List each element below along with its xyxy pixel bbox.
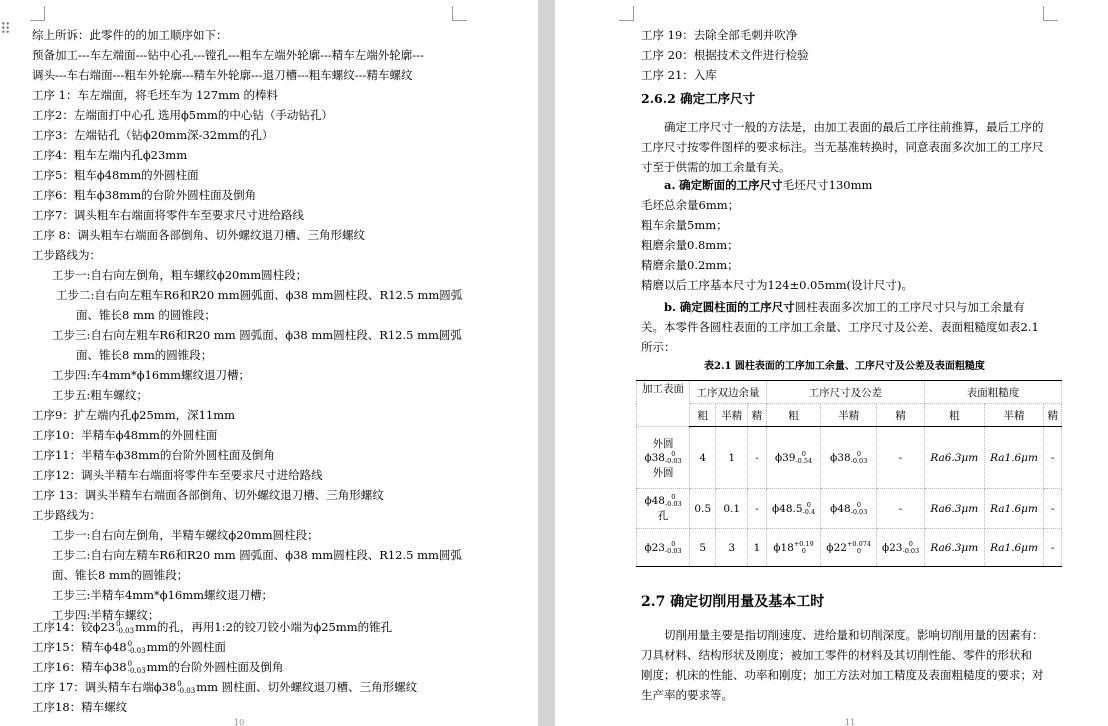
paragraph-line: 关。本零件各圆柱表面的工序加工余量、工序尺寸及公差、表面粗糙度如表2.1 [641, 320, 1039, 334]
table-row [637, 529, 1062, 567]
table-move-handle-icon[interactable]: ⠿ [0, 20, 11, 38]
item-b: b. 确定圆柱面的工序尺寸圆柱表面多次加工的工序尺寸只与加工余量有 [664, 300, 1025, 314]
text-line: 工序 1：车左端面，将毛坯车为 127mm 的棒料 [32, 88, 279, 102]
table-cell: ϕ38 0 -0.03 [821, 427, 877, 489]
table-row [637, 489, 1062, 529]
table-cell: Ra6.3μm [924, 489, 984, 529]
surface-cell: 外圆 ϕ38 0 -0.03 外圆 [637, 427, 690, 489]
process-step-17: 工序 17：调头精车右端ϕ38 0 -0.03 mm 圆柱面、切外螺纹退刀槽、三角形螺纹 [32, 680, 418, 695]
text-line: 工步四:半精车螺纹； [52, 608, 160, 622]
table-cell: - [748, 427, 767, 489]
subheader-cell: 半精 [716, 404, 748, 427]
table-subheader-row [637, 404, 1062, 427]
table-cell: 1 [716, 427, 748, 489]
surface-cell: ϕ48 0 -0.03 孔 [637, 489, 690, 529]
subheader-cell: 粗 [924, 404, 984, 427]
process-step-15: 工序15：精车ϕ48 0 -0.03 mm的外圆柱面 [32, 640, 226, 655]
text-line: 工步四:车4mm*ϕ16mm螺纹退刀槽； [52, 368, 251, 382]
text-line: 工序 8：调头粗车右端面各部倒角、切外螺纹退刀槽、三角形螺纹 [32, 228, 365, 242]
text-line: 工序4：粗车左端内孔ϕ23mm [32, 148, 188, 162]
table-cell: ϕ39 0 -0.54 [766, 427, 820, 489]
table-cell: ϕ48.5 0 -0.4 [766, 489, 820, 529]
text-line: 工序6：粗车ϕ38mm的台阶外圆柱面及倒角 [32, 188, 257, 202]
table-cell: Ra1.6μm [984, 427, 1044, 489]
table-cell: ϕ48 0 -0.03 [821, 489, 877, 529]
process-step-line: 工序 20：根据技术文件进行检验 [641, 48, 809, 62]
text-line: 工序7：调头粗车右端面将零件车至要求尺寸进给路线 [32, 208, 304, 222]
text-line: 工步一:自右向左倒角，半精车螺纹ϕ20mm圆柱段； [52, 528, 319, 542]
text-line: 工步三:半精车4mm*ϕ16mm螺纹退刀槽； [52, 588, 274, 602]
paragraph-line: 寸至于供需的加工余量有关。 [641, 160, 791, 174]
paragraph-line: 所示： [641, 340, 676, 354]
paragraph-line: 刚度；机床的性能、功率和刚度；加工方法对加工精度及表面粗糙度的要求；对 [641, 668, 1044, 682]
table-cell: Ra6.3μm [924, 529, 984, 567]
table-caption: 表2.1 圆柱表面的工序加工余量、工序尺寸及公差及表面粗糙度 [704, 361, 985, 372]
paragraph-line: 切削用量主要是指切削速度、进给量和切削深度。影响切削用量的因素有： [664, 628, 1044, 642]
text-line: 工步路线为： [32, 248, 101, 262]
section-heading-2-6-2: 2.6.2 确定工序尺寸 [641, 91, 756, 106]
text-line: 工序2：左端面打中心孔 选用ϕ5mm的中心钻（手动钻孔） [32, 108, 333, 122]
text-line: 调头---车右端面---粗车外轮廓---精车外轮廓---退刀槽---粗车螺纹---精车螺纹 [32, 68, 413, 82]
table-cell: 0.5 [690, 489, 716, 529]
allowance-line: 粗车余量5mm； [641, 218, 728, 232]
table-cell: ϕ18 +0.19 0 [766, 529, 820, 567]
allowance-line: 粗磨余量0.8mm； [641, 238, 739, 252]
process-step-16: 工序16：精车ϕ38 0 -0.03 mm的台阶外圆柱面及倒角 [32, 660, 284, 675]
text-line: 工步二:自右向左精车R6和R20 mm 圆弧面、ϕ38 mm圆柱段、R12.5 mm圆弧 [52, 548, 462, 562]
table-cell: - [877, 427, 925, 489]
text-line: 工序10：半精车ϕ48mm的外圆柱面 [32, 428, 218, 442]
page-corner-mark [1043, 6, 1058, 21]
process-step-18: 工序18：精车螺纹 [32, 700, 128, 714]
text-line: 工步五:粗车螺纹； [52, 388, 148, 402]
section-heading-2-7: 2.7 确定切削用量及基本工时 [641, 594, 825, 610]
process-table [636, 380, 1062, 567]
page-number: 10 [234, 718, 245, 726]
text-line: 工序12：调头半精车右端面将零件车至要求尺寸进给路线 [32, 468, 323, 482]
text-line: 工序5：粗车ϕ48mm的外圆柱面 [32, 168, 199, 182]
text-line: 工步一:自右向左倒角，粗车螺纹ϕ20mm圆柱段； [52, 268, 308, 282]
text-line: 工序11：半精车ϕ38mm的台阶外圆柱面及倒角 [32, 448, 275, 462]
subheader-cell: 半精 [821, 404, 877, 427]
table-cell: 4 [690, 427, 716, 489]
page-number: 11 [845, 718, 856, 726]
item-a: a. 确定断面的工序尺寸毛坯尺寸130mm [664, 178, 873, 192]
paragraph-line: 生产率的要求等。 [641, 688, 733, 702]
table-cell: 1 [748, 529, 767, 567]
subheader-cell: 粗 [690, 404, 716, 427]
table-header-row [637, 381, 1062, 404]
text-line: 面、锥长8 mm的圆锥段； [52, 568, 189, 582]
table-cell: Ra6.3μm [924, 427, 984, 489]
table-cell: ϕ23 0 -0.03 [877, 529, 925, 567]
subheader-cell: 半精 [984, 404, 1044, 427]
table-cell: 5 [690, 529, 716, 567]
text-line: 工序3：左端钻孔（钻ϕ20mm深-32mm的孔） [32, 128, 274, 142]
process-step-14: 工序14：铰ϕ23 0 -0.03 mm的孔，再用1:2的铰刀铰小端为ϕ25mm的锥孔 [32, 620, 393, 635]
table-cell: Ra1.6μm [984, 489, 1044, 529]
allowance-line: 毛坯总余量6mm； [641, 198, 740, 212]
table-cell: - [1044, 529, 1062, 567]
header-cell: 加工表面 [637, 381, 690, 427]
table-cell: 3 [716, 529, 748, 567]
text-line: 工步二:自右向左粗车R6和R20 mm圆弧面、ϕ38 mm圆柱段、R12.5 mm圆弧 [56, 288, 463, 302]
table-cell: - [877, 489, 925, 529]
page-corner-mark [619, 6, 634, 21]
process-step-line: 工序 21：入库 [641, 68, 717, 82]
text-line: 工序9：扩左端内孔ϕ25mm，深11mm [32, 408, 236, 422]
table-cell: 0.1 [716, 489, 748, 529]
header-cell: 工序尺寸及公差 [766, 381, 924, 404]
process-step-line: 工序 19：去除全部毛刺并吹净 [641, 28, 798, 42]
text-line: 工序 13：调头半精车右端面各部倒角、切外螺纹退刀槽、三角形螺纹 [32, 488, 384, 502]
table-cell: ϕ22 +0.074 0 [821, 529, 877, 567]
paragraph-line: 工序尺寸按零件图样的要求标注。当无基准转换时，同意表面多次加工的工序尺 [641, 140, 1044, 154]
text-line: 工步三:自右向左粗车R6和R20 mm 圆弧面、ϕ38 mm圆柱段、R12.5 mm圆弧 [52, 328, 462, 342]
paragraph-line: 确定工序尺寸一般的方法是，由加工表面的最后工序往前推算，最后工序的 [664, 120, 1044, 134]
table-cell: Ra1.6μm [984, 529, 1044, 567]
header-cell: 工序双边余量 [690, 381, 767, 404]
surface-cell: ϕ23 0 -0.03 [637, 529, 690, 567]
allowance-line: 精磨余量0.2mm； [641, 258, 739, 272]
subheader-cell: 粗 [766, 404, 820, 427]
header-cell: 表面粗糙度 [924, 381, 1061, 404]
page-corner-mark [30, 6, 45, 21]
subheader-cell: 精 [748, 404, 767, 427]
page-corner-mark [452, 6, 467, 21]
allowance-line: 精磨以后工序基本尺寸为124±0.05mm(设计尺寸)。 [641, 278, 913, 292]
page-gap [538, 0, 555, 726]
table-cell: - [748, 489, 767, 529]
text-line: 综上所诉：此零件的的加工顺序如下： [32, 28, 228, 42]
text-line: 面、锥长8 mm的圆锥段； [76, 348, 213, 362]
subheader-cell: 精 [1044, 404, 1062, 427]
table-cell: - [1044, 489, 1062, 529]
document-page-left [0, 0, 538, 726]
text-line: 工步路线为： [32, 508, 101, 522]
paragraph-line: 刀具材料、结构形状及刚度；被加工零件的材料及其切削性能、零件的形状和 [641, 648, 1032, 662]
table-cell: - [1044, 427, 1062, 489]
text-line: 面、锥长8 mm 的圆锥段； [76, 308, 216, 322]
table-row [637, 427, 1062, 489]
text-line: 预备加工---车左端面---钻中心孔---镗孔---粗车左端外轮廓---精车左端外轮廓--- [32, 48, 424, 62]
subheader-cell: 精 [877, 404, 925, 427]
